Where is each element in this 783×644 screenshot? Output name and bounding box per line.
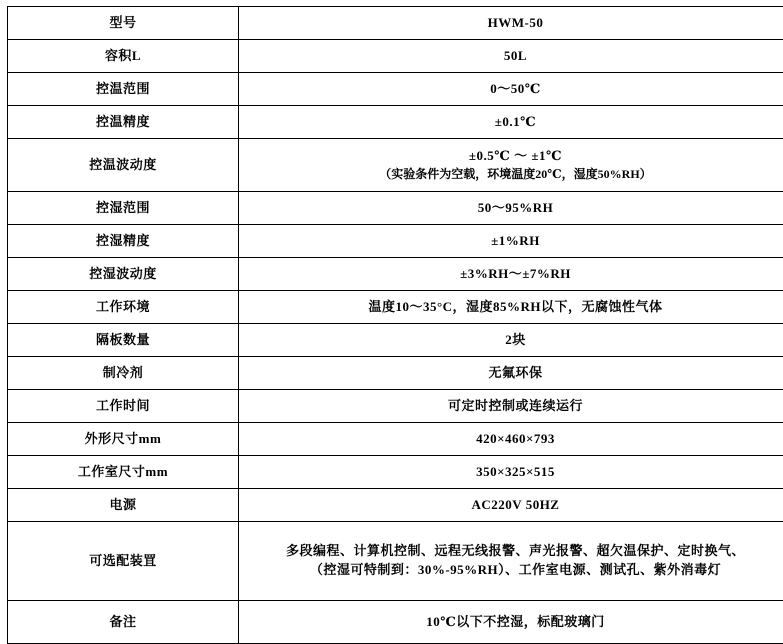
value-line: 420×460×793 bbox=[243, 430, 783, 449]
row-value bbox=[239, 601, 783, 644]
value-line: 2块 bbox=[243, 331, 783, 350]
table-row bbox=[8, 423, 783, 456]
row-label: 隔板数量 bbox=[8, 324, 239, 357]
row-label: 控温范围 bbox=[8, 73, 239, 106]
table-row bbox=[8, 489, 783, 522]
value-line-note: （实验条件为空载，环境温度20℃，湿度50%RH） bbox=[243, 166, 783, 183]
row-value bbox=[239, 489, 783, 522]
table-row bbox=[8, 324, 783, 357]
row-label: 外形尺寸mm bbox=[8, 423, 239, 456]
table-row bbox=[8, 225, 783, 258]
row-label: 工作环境 bbox=[8, 291, 239, 324]
row-label: 控温精度 bbox=[8, 106, 239, 139]
row-label: 工作室尺寸mm bbox=[8, 456, 239, 489]
row-value bbox=[239, 106, 783, 139]
table-row bbox=[8, 106, 783, 139]
table-row bbox=[8, 291, 783, 324]
row-value bbox=[239, 522, 783, 601]
table-row bbox=[8, 390, 783, 423]
row-label: 备注 bbox=[8, 601, 239, 644]
value-line: HWM-50 bbox=[243, 14, 783, 33]
specification-table bbox=[7, 6, 783, 644]
value-line: ±3%RH～±7%RH bbox=[243, 265, 783, 284]
value-line: 可定时控制或连续运行 bbox=[243, 397, 783, 416]
row-label: 制冷剂 bbox=[8, 357, 239, 390]
value-line: 50～95%RH bbox=[243, 199, 783, 218]
specification-table-body bbox=[8, 7, 783, 644]
row-value bbox=[239, 139, 783, 192]
row-label: 控温波动度 bbox=[8, 139, 239, 192]
row-label: 型号 bbox=[8, 7, 239, 40]
value-line: （控湿可特制到：30%-95%RH）、工作室电源、测试孔、紫外消毒灯 bbox=[243, 561, 783, 580]
table-row bbox=[8, 258, 783, 291]
table-row bbox=[8, 40, 783, 73]
row-value bbox=[239, 192, 783, 225]
table-row bbox=[8, 456, 783, 489]
table-row bbox=[8, 357, 783, 390]
value-line: 无氟环保 bbox=[243, 364, 783, 383]
value-line: 温度10～35°C，湿度85%RH以下，无腐蚀性气体 bbox=[243, 298, 783, 317]
value-line: 350×325×515 bbox=[243, 463, 783, 482]
table-row bbox=[8, 73, 783, 106]
value-line: 0～50℃ bbox=[243, 80, 783, 99]
row-value bbox=[239, 324, 783, 357]
row-label: 容积L bbox=[8, 40, 239, 73]
row-value bbox=[239, 456, 783, 489]
value-line: AC220V 50HZ bbox=[243, 496, 783, 515]
value-line: 10℃以下不控湿，标配玻璃门 bbox=[243, 613, 783, 632]
row-value bbox=[239, 258, 783, 291]
value-line: 50L bbox=[243, 47, 783, 66]
table-row bbox=[8, 601, 783, 644]
table-row bbox=[8, 139, 783, 192]
value-line: ±0.1℃ bbox=[243, 113, 783, 132]
row-value bbox=[239, 225, 783, 258]
row-value bbox=[239, 73, 783, 106]
value-line: ±0.5℃ ～ ±1℃ bbox=[243, 147, 783, 166]
row-label: 控湿波动度 bbox=[8, 258, 239, 291]
table-row bbox=[8, 522, 783, 601]
row-value bbox=[239, 423, 783, 456]
table-row bbox=[8, 7, 783, 40]
row-label: 控湿范围 bbox=[8, 192, 239, 225]
row-value bbox=[239, 357, 783, 390]
value-line: 多段编程、计算机控制、远程无线报警、声光报警、超欠温保护、定时换气、 bbox=[243, 542, 783, 561]
row-label: 控湿精度 bbox=[8, 225, 239, 258]
row-label: 电源 bbox=[8, 489, 239, 522]
row-value bbox=[239, 291, 783, 324]
table-row bbox=[8, 192, 783, 225]
row-value bbox=[239, 7, 783, 40]
row-value bbox=[239, 40, 783, 73]
row-label: 工作时间 bbox=[8, 390, 239, 423]
value-line: ±1%RH bbox=[243, 232, 783, 251]
row-value bbox=[239, 390, 783, 423]
row-label: 可选配装罝 bbox=[8, 522, 239, 601]
